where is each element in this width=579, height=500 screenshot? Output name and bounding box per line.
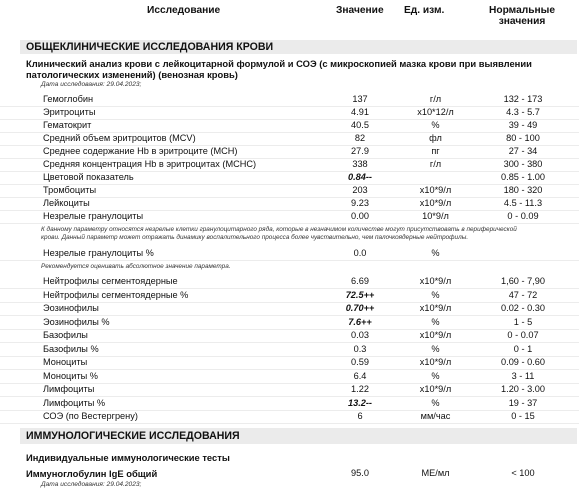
header-test: Исследование [147,5,221,16]
row-norm: 0.09 - 0.60 [501,357,545,367]
table-row [0,107,579,120]
row-value: 9.23 [351,198,369,208]
row-name: Цветовой показатель [43,172,134,182]
row-name: Незрелые гранулоциты % [43,248,154,258]
row-unit: % [431,248,440,258]
table-row [0,357,579,370]
header-norm-line1: Нормальные [489,5,555,16]
note-immature-line1: К данному параметру относятся незрелые клетки гранулоцитарного ряда, которые в незначимом количестве могут присутствовать в периферической [41,226,517,233]
row-norm: 4.3 - 5.7 [506,107,540,117]
row-name: Моноциты [43,357,88,367]
row-name: Базофилы % [43,343,99,354]
row-name: Базофилы [43,330,88,340]
section-title-immuno: ИММУНОЛОГИЧЕСКИЕ ИССЛЕДОВАНИЯ [20,428,577,444]
table-row [0,384,579,397]
row-value: 72.5++ [345,289,375,300]
row-name: Лимфоциты % [43,397,106,408]
row-value: 0.03 [351,330,369,340]
row-norm: 0 - 0.09 [507,211,539,221]
row-value: 40.5 [351,120,369,130]
row-name: Гематокрит [43,120,92,130]
header-norm-line2: значения [498,16,546,27]
header-value: Значение [336,5,384,16]
row-unit: % [431,120,440,130]
row-value: 6.69 [351,276,369,286]
row-unit: 10*9/л [422,211,449,221]
row-name: Нейтрофилы сегментоядерные % [43,289,189,300]
row-unit: % [431,316,440,327]
row-unit: % [431,289,440,300]
row-value: 1.22 [351,384,369,394]
row-unit: x10*9/л [419,384,452,394]
section-title-blood: ОБЩЕКЛИНИЧЕСКИЕ ИССЛЕДОВАНИЯ КРОВИ [20,40,577,54]
row-norm: 1,60 - 7,90 [501,276,545,286]
table-row [0,94,579,107]
note-absolute: Рекомендуется оценивать абсолютное значение параметра. [41,263,231,270]
table-row [0,120,579,133]
row-norm: 1 - 5 [513,316,533,327]
row-value: 95.0 [351,468,369,478]
row-norm: 0 - 15 [511,411,535,421]
row-norm: 3 - 11 [511,370,535,381]
row-norm: 132 - 173 [503,94,543,104]
row-unit: x10*9/л [419,276,452,286]
row-unit: МЕ/мл [421,468,450,478]
table-row [0,172,579,185]
row-name: СОЭ (по Вестергрену) [43,411,138,421]
header-unit: Ед. изм. [404,5,445,16]
row-unit: x10*9/л [419,303,452,313]
row-value: 0.84-- [347,172,372,182]
table-row [0,211,579,224]
table-row [0,317,579,330]
row-value: 0.70++ [345,303,375,313]
row-name: Незрелые гранулоциты [43,211,144,221]
row-norm: 180 - 320 [503,185,543,195]
header-norm [482,5,562,27]
table-row [0,159,579,172]
row-name: Лейкоциты [43,198,90,208]
row-name: Средняя концентрация Hb в эритроцитах (MCHC) [43,159,257,169]
row-name: Среднее содержание Hb в эритроците (MCH) [43,146,238,156]
row-value: 0.3 [353,343,367,354]
row-name: Эритроциты [43,107,96,117]
row-norm: 27 - 34 [508,146,538,156]
row-value: 27.9 [351,146,369,156]
row-name: Эозинофилы [43,303,99,313]
row-unit: x10*9/л [419,330,452,340]
row-norm: < 100 [511,468,535,478]
row-name: Эозинофилы % [43,316,110,327]
row-unit: x10*9/л [419,198,452,208]
note-immature-line2: крови. Данный параметр может отражать динамику воспалительного процесса более чувствительно, чем палочкоядерные нейтрофилы. [41,234,469,241]
row-norm: 39 - 49 [508,120,538,130]
row-value: 7.6++ [348,316,372,327]
subtitle-line1: Клинический анализ крови с лейкоцитарной формулой и СОЭ (с микроскопией мазка крови при выявлении [26,58,532,69]
row-name: Гемоглобин [43,94,94,104]
row-norm: 300 - 380 [503,159,543,169]
row-value: 6.4 [353,370,367,381]
table-row [0,185,579,198]
test-date: Дата исследования: 29.04.2023; [41,81,142,88]
row-value: 0.0 [353,248,367,258]
table-row [0,198,579,211]
row-unit: % [431,370,440,381]
table-row [0,344,579,357]
row-unit: x10*9/л [419,185,452,195]
row-norm: 47 - 72 [508,289,538,300]
table-row [0,330,579,343]
row-name: Лимфоциты [43,384,95,394]
row-value: 6 [357,411,363,421]
row-value: 0.00 [351,211,369,221]
row-value: 82 [354,133,366,143]
row-norm: 4.5 - 11.3 [503,198,543,208]
row-name: Тромбоциты [43,185,97,195]
row-value: 4.91 [351,107,369,117]
row-unit: % [431,343,440,354]
row-value: 338 [352,159,368,169]
table-row [0,371,579,384]
row-norm: 0.85 - 1.00 [501,172,545,182]
row-unit: x10*12/л [417,107,454,117]
row-name: Средний объем эритроцитов (MCV) [43,133,196,143]
row-value: 0.59 [351,357,369,367]
table-row [0,411,579,424]
row-unit: пг [431,146,440,156]
table-row [0,276,579,289]
row-unit: г/л [429,159,442,169]
table-row [0,303,579,316]
row-unit: фл [429,133,442,143]
row-unit: мм/час [420,411,451,421]
immuno-subtitle: Индивидуальные иммунологические тесты [26,452,230,463]
table-row [0,468,579,480]
row-unit: % [431,397,440,408]
row-norm: 80 - 100 [506,133,540,143]
row-norm: 1.20 - 3.00 [501,384,545,394]
row-norm: 19 - 37 [508,397,538,408]
row-value: 137 [352,94,368,104]
immuno-test-date: Дата исследования: 29.04.2023; [41,481,142,488]
table-row [0,248,579,261]
row-norm: 0.02 - 0.30 [501,303,545,313]
subtitle-line2: патологических изменений) (венозная кровь) [26,69,238,80]
row-norm: 0 - 1 [513,343,533,354]
row-unit: г/л [429,94,442,104]
table-row [0,146,579,159]
row-name: Иммуноглобулин IgE общий [26,468,158,479]
row-value: 13.2-- [347,397,372,408]
table-row [0,133,579,146]
row-name: Моноциты % [43,370,98,381]
row-norm: 0 - 0.07 [507,330,539,340]
table-row [0,398,579,411]
row-value: 203 [352,185,368,195]
table-row [0,290,579,303]
row-name: Нейтрофилы сегментоядерные [43,276,178,286]
row-unit: x10*9/л [419,357,452,367]
